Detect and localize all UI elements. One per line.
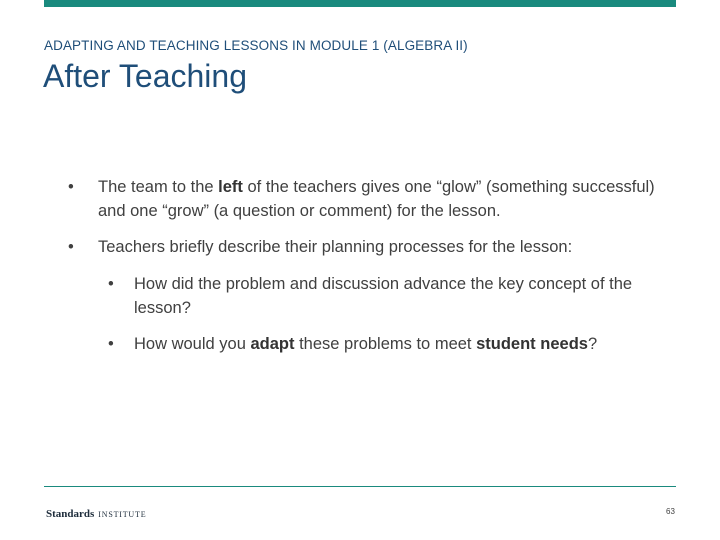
bullet-marker: • <box>68 178 74 196</box>
bullet-text <box>98 235 678 259</box>
page-number: 63 <box>666 507 675 516</box>
text-segment: How would you <box>134 335 251 353</box>
text-segment: Teachers briefly describe their planning processes for the lesson: <box>98 238 573 256</box>
bullet-text <box>98 175 678 223</box>
bold-text-segment: adapt <box>250 335 295 353</box>
bullet-text <box>134 332 674 356</box>
bullet-marker: • <box>108 335 114 353</box>
bullet-text <box>134 272 674 320</box>
logo-bold-text: Standards <box>46 508 95 520</box>
section-label: ADAPTING AND TEACHING LESSONS IN MODULE 1 (ALGEBRA II) <box>44 38 468 53</box>
footer-divider <box>44 486 676 487</box>
text-segment: of the teachers gives one “glow” (something successful) and one “grow” (a question or comment) for the lesson. <box>98 178 655 220</box>
bullet-marker: • <box>68 238 74 256</box>
text-segment: The team to the <box>98 178 219 196</box>
slide-title: After Teaching <box>43 58 247 94</box>
logo-small-text: INSTITUTE <box>98 510 147 519</box>
text-segment: ? <box>587 335 598 353</box>
top-accent-bar <box>44 0 676 7</box>
text-segment: How did the problem and discussion advance the key concept of the lesson? <box>134 275 633 317</box>
standards-institute-logo <box>46 504 146 522</box>
bold-text-segment: student needs <box>476 335 588 353</box>
bullet-marker: • <box>108 275 114 293</box>
text-segment: these problems to meet <box>294 335 477 353</box>
bold-text-segment: left <box>218 178 243 196</box>
